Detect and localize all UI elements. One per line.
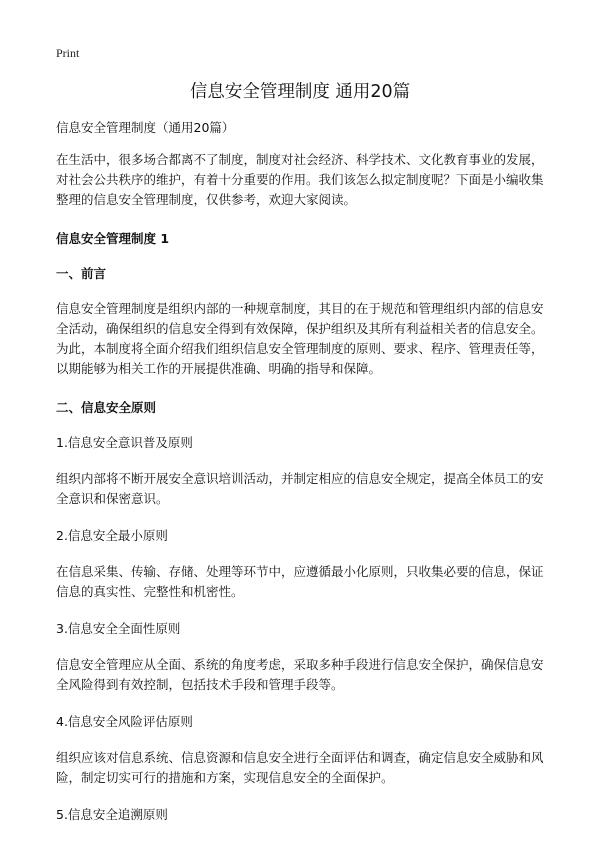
principle-body: 组织内部将不断开展安全意识培训活动，并制定相应的信息安全规定，提高全体员工的安全意识和保密意识。 — [56, 471, 544, 506]
principle-heading: 1.信息安全意识普及原则 — [56, 435, 193, 450]
principle-body: 在信息采集、传输、存储、处理等环节中，应遵循最小化原则，只收集必要的信息，保证信息的真实性、完整性和机密性。 — [56, 564, 544, 599]
preface-paragraph: 信息安全管理制度是组织内部的一种规章制度，其目的在于规范和管理组织内部的信息安全活动，确保组织的信息安全得到有效保障，保护组织及其所有利益相关者的信息安全。为此，本制度将全面介绍我们组织信息安全管理制度的原则、要求、程序、管理责任等，以期能够为相关工作的开展提供准确、明确的指导和保障。 — [56, 301, 544, 376]
document-subtitle: 信息安全管理制度（通用20篇） — [56, 120, 235, 135]
document-title: 信息安全管理制度 通用20篇 — [189, 82, 411, 102]
principle-heading: 3.信息安全全面性原则 — [56, 621, 181, 636]
principle-body: 组织应该对信息系统、信息资源和信息安全进行全面评估和调查，确定信息安全威胁和风险，制定切实可行的措施和方案，实现信息安全的全面保护。 — [56, 750, 544, 785]
document-content — [56, 118, 548, 841]
section-title: 信息安全管理制度 1 — [56, 231, 170, 246]
intro-paragraph: 在生活中，很多场合都离不了制度，制度对社会经济、科学技术、文化教育事业的发展，对社会公共秩序的维护，有着十分重要的作用。我们该怎么拟定制度呢？下面是小编收集整理的信息安全管理制度，仅供参考，欢迎大家阅读。 — [56, 152, 544, 207]
principle-body: 信息安全管理应从全面、系统的角度考虑，采取多种手段进行信息安全保护，确保信息安全风险得到有效控制，包括技术手段和管理手段等。 — [56, 657, 544, 692]
principle-heading: 4.信息安全风险评估原则 — [56, 714, 193, 729]
principle-heading: 2.信息安全最小原则 — [56, 528, 168, 543]
principles-heading: 二、信息安全原则 — [56, 400, 157, 415]
preface-heading: 一、前言 — [56, 266, 107, 281]
principle-heading: 5.信息安全追溯原则 — [56, 807, 168, 822]
print-link[interactable]: Print — [56, 46, 80, 60]
